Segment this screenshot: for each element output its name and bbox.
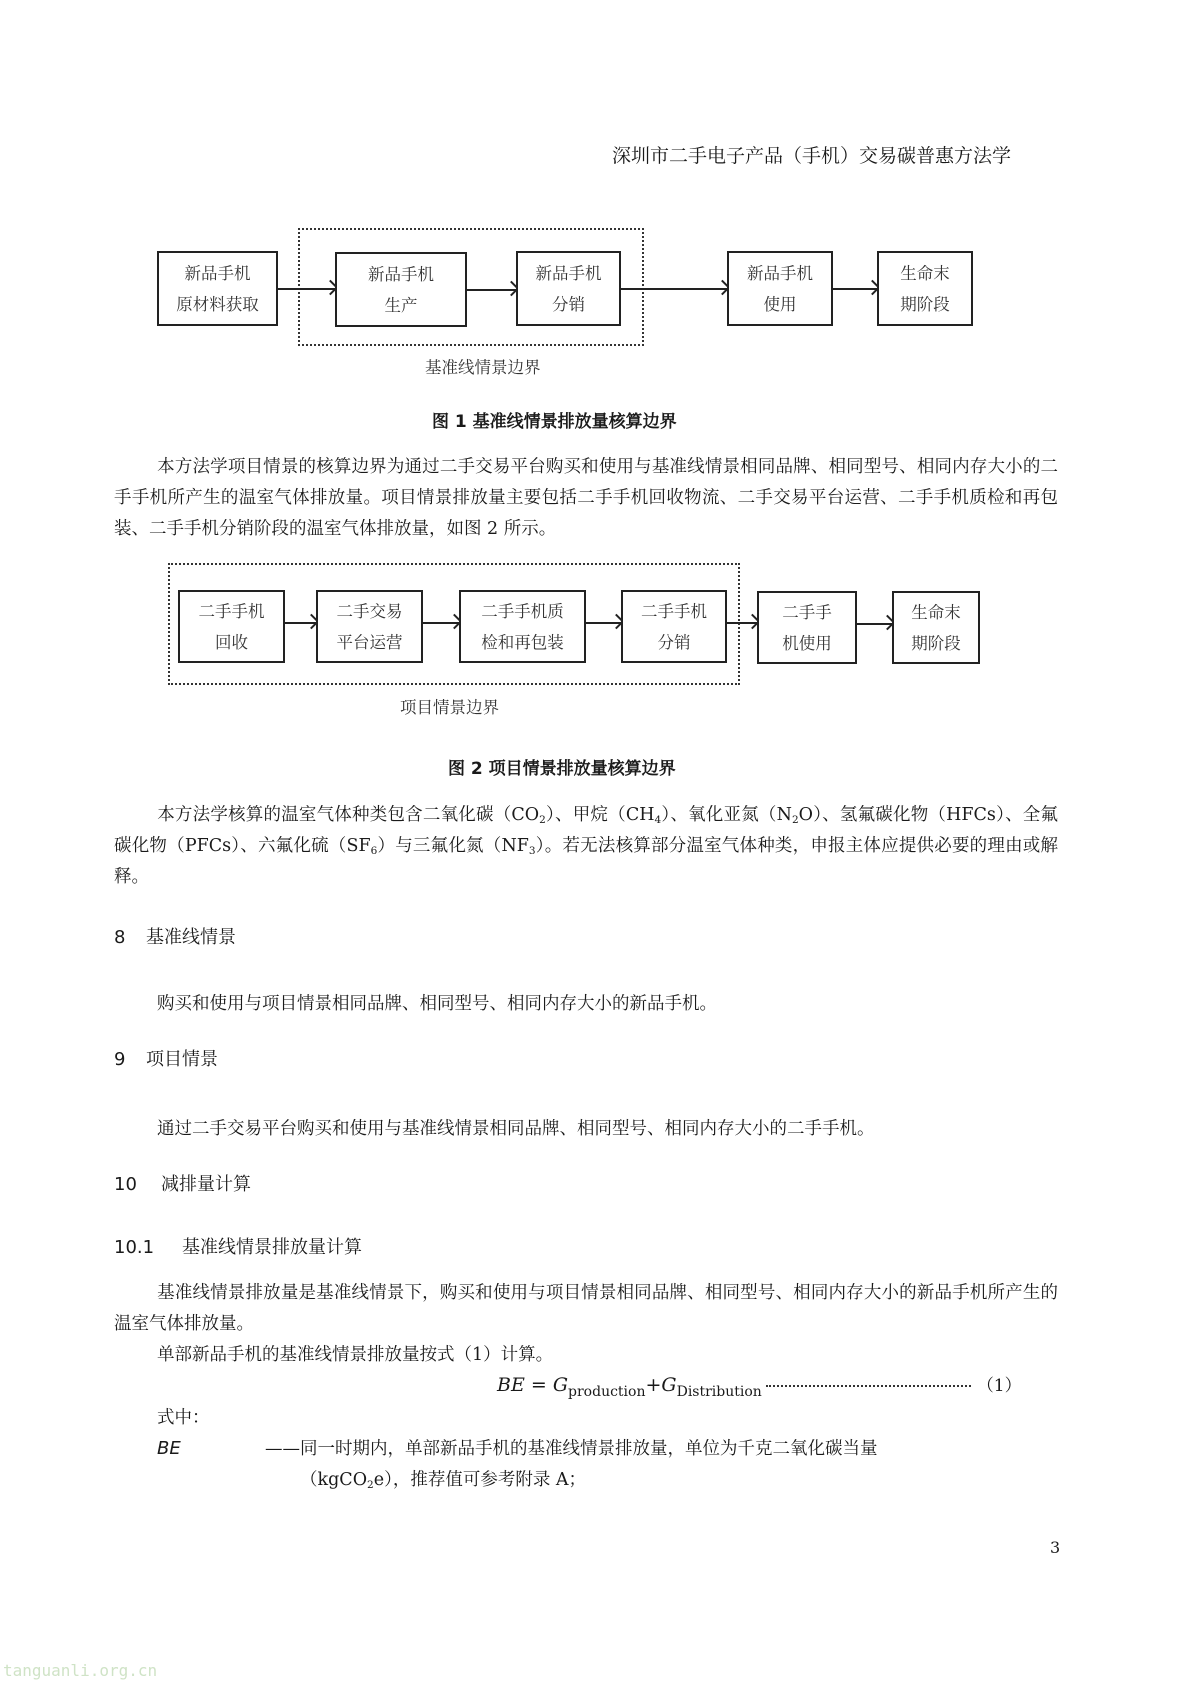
section-10-heading [114,1173,251,1197]
watermark-text: tanguanli.org.cn [3,1661,158,1680]
formula-subscript: production [568,1384,646,1400]
flow-box-line2: 期阶段 [900,294,950,314]
section-9-heading [114,1048,218,1072]
arrow-right-icon [285,622,316,624]
dot-leader [766,1385,971,1387]
formula-lhs: BE [497,1374,525,1396]
flow-box-line2: 平台运营 [336,632,403,652]
flow-box-line1: 二手手机质 [481,601,564,621]
subscript: 2 [367,1479,374,1491]
page-number: 3 [1050,1538,1061,1557]
flow-box [178,590,285,663]
flow-box [459,590,586,663]
paragraph-text: ）、氧化亚氮（N [661,805,792,825]
section-title: 基准线情景排放量计算 [182,1237,362,1258]
formula-term: G [552,1374,569,1396]
flow-box-line2: 生产 [384,295,418,315]
baseline-boundary-label: 基准线情景边界 [425,358,541,377]
flow-box-line1: 二手交易 [336,601,403,621]
flow-box-line1: 生命末 [900,263,950,283]
flow-box-line1: 新品手机 [747,263,813,283]
arrow-right-icon [857,623,892,625]
variable-symbol-be: BE [157,1438,181,1459]
section-8-heading [114,926,236,950]
arrow-right-icon [727,622,757,624]
figure-2-caption: 图 2 项目情景排放量核算边界 [448,759,676,779]
subscript: 2 [791,814,799,826]
subscript: 2 [539,814,546,826]
flow-box [757,591,857,664]
section-number: 10 [114,1174,137,1195]
flow-box-line2: 使用 [763,294,797,314]
paragraph-text: （kgCO [300,1470,368,1490]
paragraph-text: 单部新品手机的基准线情景排放量按式（1）计算。 [157,1345,554,1365]
figure-1-caption: 图 1 基准线情景排放量核算边界 [432,412,677,432]
arrow-right-icon [467,289,516,291]
equation-1 [497,1372,1022,1405]
flow-box-line2: 检和再包装 [481,632,564,652]
paragraph-text: 本方法学核算的温室气体种类包含二氧化碳（CO [157,805,540,825]
section-number: 8 [114,927,126,948]
paragraph-project-boundary [114,452,1058,545]
flow-box [157,251,278,326]
flow-box [516,251,621,326]
section-title: 项目情景 [146,1049,218,1070]
section-9-body [114,1114,1058,1145]
formula-subscript: Distribution [676,1384,762,1400]
section-number: 10.1 [114,1237,155,1258]
section-10-1-heading [114,1236,362,1260]
flow-box-line2: 原材料获取 [176,294,259,314]
flow-box [335,252,467,327]
where-label [114,1403,1058,1434]
section-10-1-para-a [114,1278,1058,1340]
paragraph-text: 通过二手交易平台购买和使用与基准线情景相同品牌、相同型号、相同内存大小的二手手机。 [157,1119,875,1139]
section-title: 基准线情景 [146,927,236,948]
section-number: 9 [114,1049,126,1070]
equation-number: （1） [976,1376,1022,1396]
flow-box-line1: 生命末 [911,602,961,622]
formula-equals: = [524,1374,553,1396]
project-boundary-label: 项目情景边界 [400,698,499,717]
paragraph-text: 购买和使用与项目情景相同品牌、相同型号、相同内存大小的新品手机。 [157,994,717,1014]
flow-box-line1: 新品手机 [368,264,434,284]
variable-description-line2 [300,1467,586,1493]
formula-plus: + [645,1374,662,1396]
paragraph-text: 本方法学项目情景的核算边界为通过二手交易平台购买和使用与基准线情景相同品牌、相同型号、相同内存大小的二手手机所产生的温室气体排放量。项目情景排放量主要包括二手手机回收物流、二手交易平台运营、二手手机质检和再包装、二手手机分销阶段的温室气体排放量，如图 2 所示。 [114,457,1058,539]
arrow-right-icon [621,288,727,290]
subscript: 4 [654,814,662,826]
flow-box [727,251,833,326]
section-8-body [114,989,1058,1020]
flow-box [316,590,423,663]
flow-box [892,591,980,664]
subscript: 3 [528,845,536,857]
arrow-right-icon [833,288,877,290]
flow-box-line1: 新品手机 [535,263,602,283]
flow-box-line1: 二手手机 [198,601,265,621]
subscript: 6 [370,845,378,857]
flow-box-line2: 分销 [657,632,691,652]
flow-box-line2: 机使用 [782,633,832,653]
arrow-right-icon [586,622,621,624]
arrow-right-icon [423,622,459,624]
flow-box [877,251,973,326]
variable-description-line1: ——同一时期内，单部新品手机的基准线情景排放量，单位为千克二氧化碳当量 [265,1439,878,1459]
flow-box-line2: 回收 [215,632,248,652]
section-10-1-para-b [114,1340,1058,1371]
paragraph-text: ）、甲烷（CH [545,805,655,825]
paragraph-text: e），推荐值可参考附录 A； [373,1470,587,1490]
paragraph-text: 基准线情景排放量是基准线情景下，购买和使用与项目情景相同品牌、相同型号、相同内存大小的新品手机所产生的温室气体排放量。 [114,1283,1058,1334]
flow-box-line1: 二手手 [782,602,832,622]
flow-box-line1: 新品手机 [184,263,251,283]
flow-box-line2: 期阶段 [911,633,961,653]
paragraph-text: ）与三氟化氮（NF [377,836,529,856]
section-title: 减排量计算 [161,1174,251,1195]
paragraph-text: ）。若无法核算部分温室气体种类，申报主体应提供必要的理由或解释。 [114,836,1058,887]
flow-box [621,590,727,663]
paragraph-ghg-types [114,800,1058,893]
paragraph-text: O）、氢氟碳化物（HFCs）、全氟碳化物（PFCs）、六氟化硫（SF [114,805,1058,856]
document-header-title: 深圳市二手电子产品（手机）交易碳普惠方法学 [612,145,1012,167]
flow-box-line2: 分销 [552,294,585,314]
arrow-right-icon [278,288,335,290]
flow-box-line1: 二手手机 [641,601,707,621]
formula-term: G [661,1374,677,1396]
paragraph-text: 式中： [157,1408,210,1428]
